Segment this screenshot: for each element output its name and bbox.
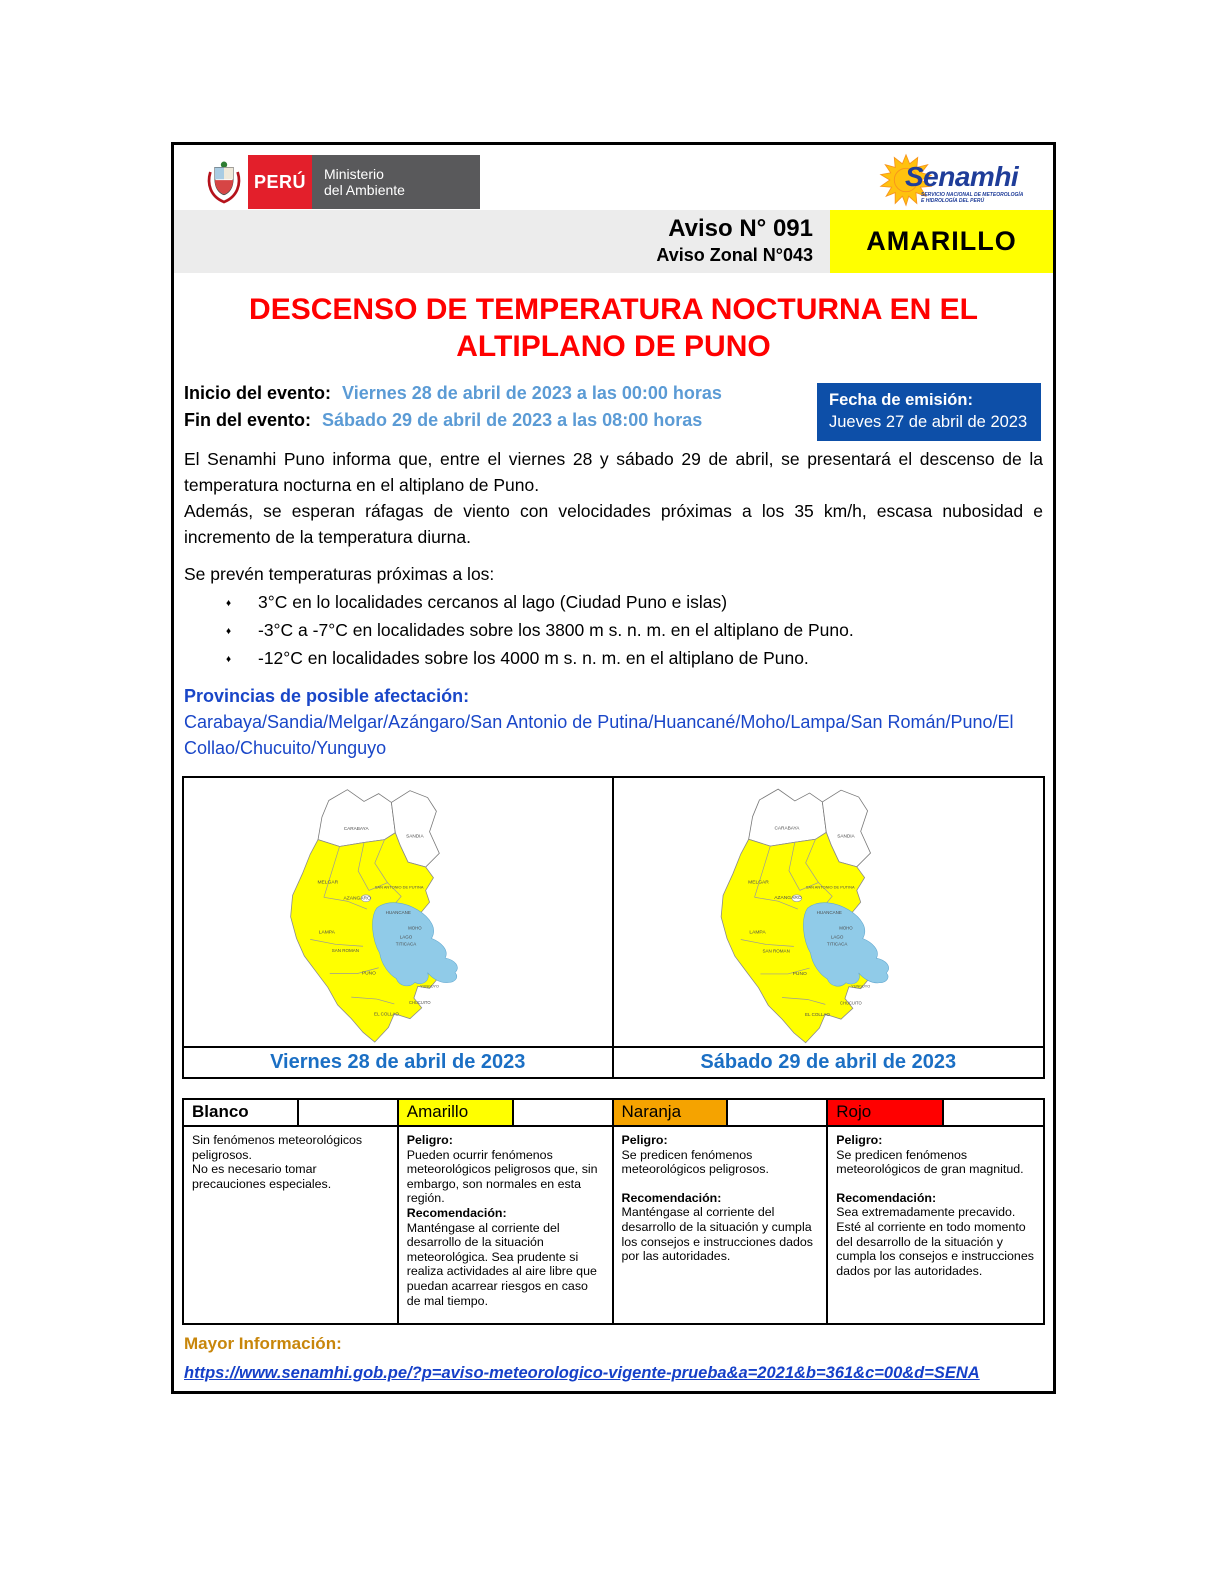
temperature-bullet-list: [222, 589, 1043, 673]
page-title: DESCENSO DE TEMPERATURA NOCTURNA EN EL ALTIPLANO DE PUNO: [249, 293, 978, 363]
svg-text:MELGAR: MELGAR: [317, 880, 339, 886]
bullet-item: ♦ -3°C a -7°C en localidades sobre los 3800 m s. n. m. en el altiplano de Puno.: [222, 617, 1043, 645]
peru-ministry-logo: [200, 155, 480, 209]
emission-date-box: [817, 383, 1041, 441]
peligro-text: Se predicen fenómenos meteorológicos peligrosos.: [621, 1147, 769, 1177]
svg-text:SAN ROMAN: SAN ROMAN: [761, 948, 790, 954]
svg-text:CHUCUITO: CHUCUITO: [839, 1000, 862, 1006]
more-info-heading: Mayor Información:: [184, 1334, 342, 1353]
map-friday: [184, 778, 614, 1046]
legend-column-amarillo: [399, 1100, 614, 1323]
peru-coat-of-arms-icon: [200, 155, 248, 209]
legend-label-blanco: Blanco: [184, 1100, 299, 1125]
svg-text:YUNGUYO: YUNGUYO: [420, 984, 439, 989]
svg-text:SAN ANTONIO DE PUTINA: SAN ANTONIO DE PUTINA: [805, 884, 855, 890]
aviso-bar: [174, 210, 1053, 273]
peligro-text: Se predicen fenómenos meteorológicos de gran magnitud.: [836, 1147, 1024, 1177]
map-caption-saturday: Sábado 29 de abril de 2023: [614, 1046, 1044, 1077]
svg-text:SAN ROMAN: SAN ROMAN: [331, 948, 360, 954]
legend-column-naranja: [614, 1100, 829, 1323]
legend-column-blanco: [184, 1100, 399, 1323]
svg-text:CARABAYA: CARABAYA: [343, 825, 369, 831]
bullet-item: ♦ 3°C en lo localidades cercanos al lago (Ciudad Puno e islas): [222, 589, 1043, 617]
legend-label-naranja: Naranja: [614, 1100, 729, 1125]
legend-label-amarillo: Amarillo: [399, 1100, 514, 1125]
map-saturday: [614, 778, 1044, 1046]
puno-map-image: [184, 778, 612, 1046]
provinces-list: Carabaya/Sandia/Melgar/Azángaro/San Antonio de Putina/Huancané/Moho/Lampa/San Román/Puno/El Collao/Chucuito/Yunguyo: [184, 712, 1014, 758]
svg-text:SAN ANTONIO DE PUTINA: SAN ANTONIO DE PUTINA: [374, 884, 424, 890]
peligro-heading: Peligro:: [621, 1133, 668, 1147]
event-end-label: Fin del evento:: [184, 410, 312, 430]
forecast-lead: Se prevén temperaturas próximas a los:: [184, 564, 495, 584]
senamhi-logo: [879, 151, 1045, 213]
provinces-heading: Provincias de posible afectación:: [184, 686, 470, 706]
legend-column-rojo: [828, 1100, 1043, 1323]
ministry-line1: Ministerio: [324, 166, 384, 182]
more-info-link-row: [184, 1364, 980, 1383]
svg-text:AZANGARO: AZANGARO: [343, 896, 371, 902]
advisory-body: [184, 446, 1043, 673]
svg-text:MOHO: MOHO: [408, 925, 422, 931]
svg-text:AZANGARO: AZANGARO: [773, 896, 802, 902]
svg-text:MOHO: MOHO: [838, 925, 853, 931]
svg-text:PUNO: PUNO: [792, 971, 807, 977]
legend-label-rojo: Rojo: [828, 1100, 944, 1125]
peligro-heading: Peligro:: [406, 1133, 453, 1147]
svg-text:HUANCANE: HUANCANE: [816, 909, 842, 915]
svg-text:LAGO: LAGO: [830, 934, 843, 940]
event-start-value: Viernes 28 de abril de 2023 a las 00:00 horas: [342, 383, 722, 403]
svg-text:LAMPA: LAMPA: [318, 930, 335, 936]
recomendacion-text: Manténgase al corriente del desarrollo de la situación meteorológica. Sea prudente si realiza actividades al aire libre que puedan acarrear riesgos en caso de mal tiempo.: [406, 1220, 597, 1308]
svg-text:TITICACA: TITICACA: [395, 941, 417, 947]
alert-legend-table: [182, 1098, 1045, 1325]
ministry-line2: del Ambiente: [324, 182, 405, 198]
ministry-name: [312, 155, 480, 209]
svg-text:SANDIA: SANDIA: [836, 833, 855, 839]
peligro-text: Pueden ocurrir fenómenos meteorológicos peligrosos que, sin embargo, son normales en esta región.: [406, 1147, 598, 1206]
map-caption-friday: Viernes 28 de abril de 2023: [184, 1046, 614, 1077]
alert-level-badge: AMARILLO: [830, 210, 1053, 273]
svg-text:EL COLLAO: EL COLLAO: [804, 1012, 830, 1018]
puno-map-image: [614, 778, 1044, 1046]
aviso-numbers: [656, 215, 813, 267]
recomendacion-heading: Recomendación:: [621, 1190, 722, 1205]
senamhi-tagline: SERVICIO NACIONAL DE METEOROLOGÍA E HIDROLOGÍA DEL PERÚ: [921, 192, 1024, 204]
peligro-heading: Peligro:: [836, 1133, 883, 1147]
body-paragraph-2: Además, se esperan ráfagas de viento con velocidades próximas a los 35 km/h, escasa nubosidad e incremento de la temperatura diurna.: [184, 501, 1043, 547]
logo-row: [174, 151, 1053, 211]
peru-wordmark: PERÚ: [248, 155, 312, 209]
body-paragraph-1: El Senamhi Puno informa que, entre el viernes 28 y sábado 29 de abril, se presentará el descenso de la temperatura nocturna en el altiplano de Puno.: [184, 449, 1043, 495]
recomendacion-text: Sea extremadamente precavido. Esté al corriente en todo momento del desarrollo de la situación y cumpla los consejos e instrucciones dados por las autoridades.: [836, 1205, 1034, 1278]
svg-text:CHUCUITO: CHUCUITO: [408, 999, 431, 1005]
svg-text:MELGAR: MELGAR: [747, 880, 769, 886]
svg-text:SANDIA: SANDIA: [406, 833, 424, 839]
senamhi-wordmark: Senamhi: [905, 161, 1019, 192]
svg-text:CARABAYA: CARABAYA: [774, 825, 799, 831]
legend-text: Sin fenómenos meteorológicos peligrosos.: [192, 1133, 363, 1162]
svg-text:TITICACA: TITICACA: [826, 941, 847, 947]
recomendacion-text: Manténgase al corriente del desarrollo de la situación y cumpla los consejos e instrucciones dados por las autoridades.: [621, 1205, 813, 1264]
recomendacion-heading: Recomendación:: [836, 1190, 937, 1205]
aviso-number: Aviso N° 091: [668, 215, 813, 242]
svg-text:HUANCANE: HUANCANE: [385, 909, 411, 915]
advisory-url-link[interactable]: https://www.senamhi.gob.pe/?p=aviso-meteorologico-vigente-prueba&a=2021&b=361&c=00&d=SENA: [184, 1364, 980, 1382]
svg-text:PUNO: PUNO: [361, 971, 376, 977]
svg-text:YUNGUYO: YUNGUYO: [850, 984, 870, 989]
event-info: [184, 380, 1043, 444]
svg-text:LAMPA: LAMPA: [748, 930, 766, 936]
legend-text: No es necesario tomar precauciones especiales.: [192, 1162, 332, 1191]
provinces-section: [184, 683, 1043, 761]
emission-date-label: Fecha de emisión:: [829, 391, 973, 409]
recomendacion-heading: Recomendación:: [406, 1205, 507, 1220]
event-start-label: Inicio del evento:: [184, 383, 332, 403]
bullet-item: ♦ -12°C en localidades sobre los 4000 m s. n. m. en el altiplano de Puno.: [222, 645, 1043, 673]
event-end-value: Sábado 29 de abril de 2023 a las 08:00 horas: [322, 410, 703, 430]
maps-table: [182, 776, 1045, 1079]
svg-text:EL COLLAO: EL COLLAO: [374, 1011, 399, 1017]
emission-date-value: Jueves 27 de abril de 2023: [829, 413, 1028, 431]
weather-advisory-document: [171, 142, 1056, 1394]
svg-text:LAGO: LAGO: [399, 934, 413, 940]
aviso-zonal-number: Aviso Zonal N°043: [656, 245, 813, 265]
